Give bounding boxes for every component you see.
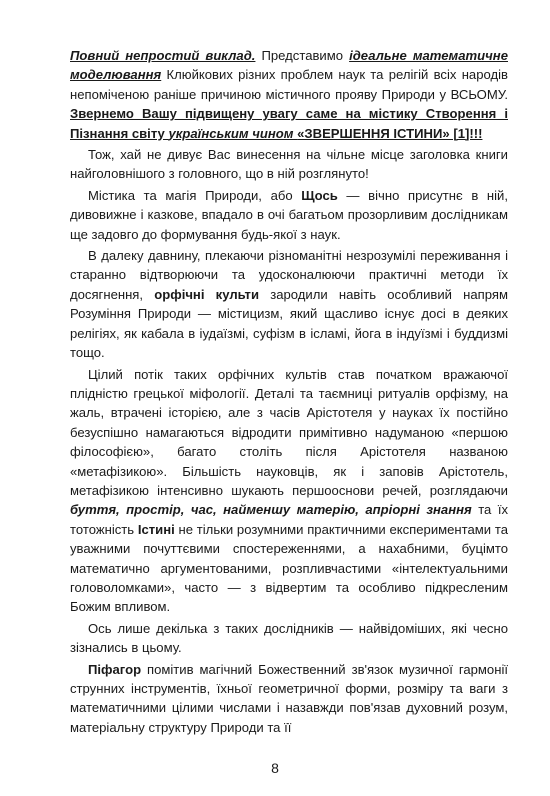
paragraph-p2 — [70, 145, 508, 184]
text-run: Цілий потік таких орфічних культів став початком вражаючої плідністю грецької міфології. Деталі та таємниці ритуалів орфізму, на жаль, втрачені історією, але з часів Арістотеля у науках їх постійно безуспішно намагаються відродити примітивно надуманою «першою філософією», багато століть після Арістотеля названою «метафізикою». Більшість науковців, як і заповів Арістотель, метафізикою інтенсивно шукають першооснови речей, розглядаючи — [70, 366, 508, 498]
text-run: Піфагор — [88, 661, 142, 677]
text-run: Містика та магія Природи, або — [88, 187, 302, 203]
text-run: Істині — [137, 521, 175, 537]
text-run: В далеку давнину, плекаючи різноманітні незрозумілі переживання і старанно відтворюючи та удосконалюючи практичні методи їх досягнення, — [70, 248, 508, 302]
text-run: не тільки розумними практичними експериментами та уважними почуттєвими спостереженнями, а нахабними, буцімто математично аргументованими, розпливчастими «інтелектуальними головоломками», часто — з відвертим та особливо підкресленим Божим впливом. — [70, 521, 508, 615]
text-run: та їх тотожність — [70, 502, 508, 537]
text-run: Звернемо Вашу підвищену увагу саме на містику Створення і Пізнання світу — [70, 106, 508, 141]
paragraph-p1 — [70, 46, 508, 143]
page-number: 8 — [271, 760, 279, 776]
text-run: українським чином — [168, 125, 294, 141]
paragraph-p7 — [70, 660, 508, 738]
text-run: Тож, хай не дивує Вас винесення на чільне місце заголовка книги найголовнішого з головного, що в ній розглянуто! — [70, 147, 508, 182]
text-run: зародили навіть особливий напрям Розуміння Природи — містицизм, який щасливо існує досі в деяких релігіях, як кабала в іудаїзмі, суфізм в ісламі, йога в індуїзмі і буддизмі тощо. — [70, 286, 508, 361]
paragraph-p5 — [70, 365, 508, 617]
text-run: ідеальне математичне моделювання — [70, 48, 508, 83]
paragraph-p3 — [70, 186, 508, 244]
text-run: орфічні культи — [154, 286, 260, 302]
text-run: Представимо — [255, 48, 350, 63]
body-text — [70, 46, 508, 737]
text-run: Повний непростий виклад. — [70, 48, 256, 63]
text-run: буття, простір, час, найменшу матерію, апріорні знання — [70, 502, 472, 518]
text-run: Клюйкових різних проблем наук та релігій всіх народів непоміченою раніше причиною містичного прояву Природи у ВСЬОМУ. — [70, 67, 508, 102]
text-run: помітив магічний Божественний зв'язок музичної гармонії струнних інструментів, їхньої геометричної форми, розміру та ваги з математичними цілими числами і назавжди пов'язав духовний розум, матеріальну структуру Природи та її — [70, 661, 508, 735]
paragraph-p4 — [70, 246, 508, 362]
text-run: Ось лише декілька з таких дослідників — найвідоміших, які чесно зізнались в цьому. — [70, 620, 508, 656]
text-run: Щось — [301, 187, 338, 203]
text-run: — вічно присутнє в ній, дивовижне і казкове, впадало в очі багатьом прозорливим дослідникам ще задовго до формування будь-якої з наук. — [70, 187, 508, 242]
paragraph-p6 — [70, 619, 508, 658]
text-run: «ЗВЕРШЕННЯ ІСТИНИ» [1]!!! — [297, 125, 483, 141]
